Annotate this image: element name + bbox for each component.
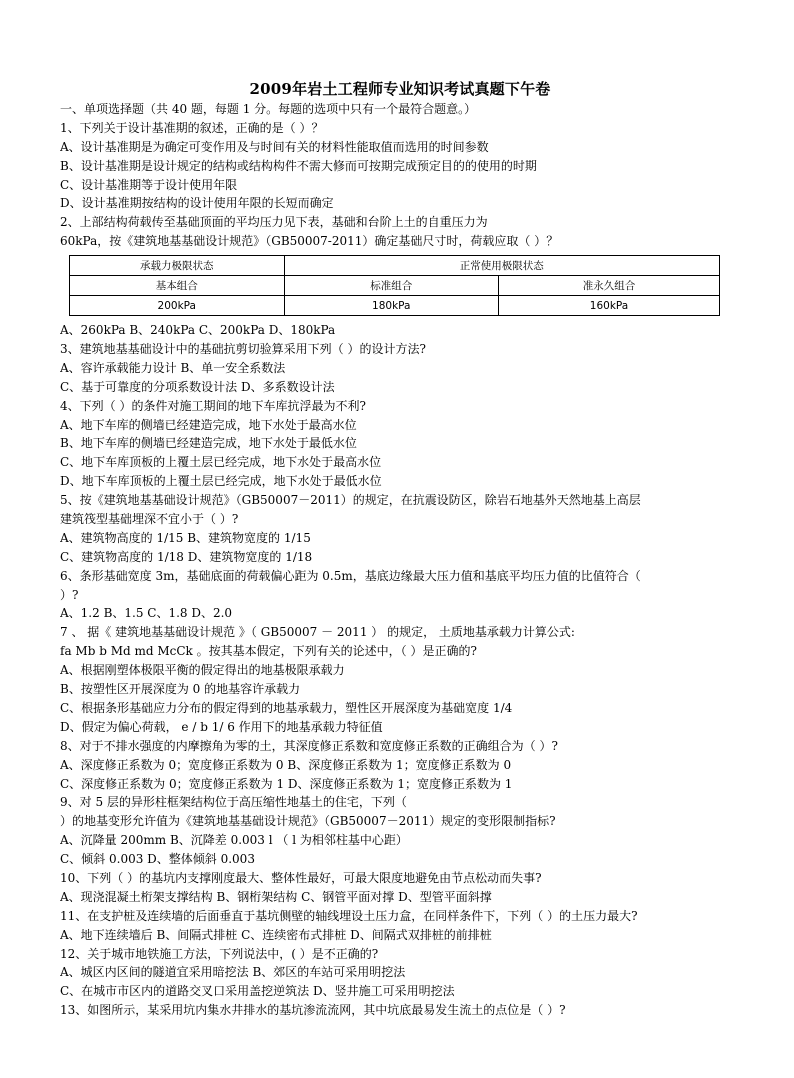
text-line: A、城区内区间的隧道宜采用暗挖法 B、郊区的车站可采用明挖法 bbox=[60, 965, 406, 980]
text-line: C、根据条形基础应力分布的假定得到的地基承载力，塑性区开展深度为基础宽度 1/4 bbox=[60, 700, 513, 715]
text-line: C、基于可靠度的分项系数设计法 D、多系数设计法 bbox=[60, 379, 335, 394]
text-line: A、沉降量 200mm B、沉降差 0.003 l （ l 为相邻柱基中心距） bbox=[60, 833, 408, 848]
text-line: A、260kPa B、240kPa C、200kPa D、180kPa bbox=[60, 323, 336, 338]
questions-block-1 bbox=[60, 119, 740, 251]
text-line: 3、建筑地基基础设计中的基础抗剪切验算采用下列（ ）的设计方法? bbox=[60, 342, 426, 357]
text-line: D、假定为偏心荷载， e / b 1/ 6 作用下的地基承载力特征值 bbox=[60, 719, 383, 734]
text-line: 2、上部结构荷载传至基础顶面的平均压力见下表，基础和台阶上土的自重压力为 bbox=[60, 215, 488, 230]
text-line: A、深度修正系数为 0；宽度修正系数为 0 B、深度修正系数为 1；宽度修正系数为 0 bbox=[60, 757, 512, 772]
text-line: C、建筑物高度的 1/18 D、建筑物宽度的 1/18 bbox=[60, 549, 313, 564]
table-row bbox=[70, 256, 720, 276]
text-line: A、根据刚塑体极限平衡的假定得出的地基极限承载力 bbox=[60, 663, 345, 678]
text-line: 5、按《建筑地基基础设计规范》（GB50007－2011）的规定，在抗震设防区，除岩石地基外天然地基上高层 bbox=[60, 493, 641, 508]
load-table bbox=[69, 255, 720, 316]
document-page bbox=[60, 78, 740, 1020]
questions-block-2 bbox=[60, 321, 740, 1020]
text-line: C、深度修正系数为 0；宽度修正系数为 1 D、深度修正系数为 1；宽度修正系数为 1 bbox=[60, 776, 513, 791]
table-cell: 160kPa bbox=[499, 296, 720, 316]
text-line: A、地下车库的侧墙已经建造完成，地下水处于最高水位 bbox=[60, 417, 357, 432]
text-line: C、在城市市区内的道路交叉口采用盖挖逆筑法 D、竖井施工可采用明挖法 bbox=[60, 984, 455, 999]
text-line: A、现浇混凝土桁架支撑结构 B、钢桁架结构 C、钢管平面对撑 D、型管平面斜撑 bbox=[60, 889, 492, 904]
text-line: A、地下连续墙后 B、间隔式排桩 C、连续密布式排桩 D、间隔式双排桩的前排桩 bbox=[60, 927, 492, 942]
page-title: 2009年岩土工程师专业知识考试真题下午卷 bbox=[249, 80, 551, 98]
text-line: B、按塑性区开展深度为 0 的地基容许承载力 bbox=[60, 682, 301, 697]
text-line: 4、下列（ ）的条件对施工期间的地下车库抗浮最为不利? bbox=[60, 398, 366, 413]
text-line: A、容许承载能力设计 B、单一安全系数法 bbox=[60, 360, 286, 375]
text-line: 8、对于不排水强度的内摩擦角为零的土，其深度修正系数和宽度修正系数的正确组合为（ ）? bbox=[60, 738, 558, 753]
text-line: 1、下列关于设计基准期的叙述，正确的是（ ）？ bbox=[60, 120, 324, 135]
table-cell: 准永久组合 bbox=[499, 276, 720, 296]
text-line: 9、对 5 层的异形柱框架结构位于高压缩性地基土的住宅，下列（ bbox=[60, 795, 407, 810]
text-line: 建筑筏型基础埋深不宜小于（ ）? bbox=[60, 512, 239, 527]
table-header-ultimate: 承载力极限状态 bbox=[70, 256, 285, 276]
table-cell: 标准组合 bbox=[284, 276, 499, 296]
text-line: 60kPa，按《建筑地基基础设计规范》（GB50007-2011）确定基础尺寸时，荷载应取（ ）？ bbox=[60, 234, 559, 249]
text-line: A、建筑物高度的 1/15 B、建筑物宽度的 1/15 bbox=[60, 530, 311, 545]
text-line: A、设计基准期是为确定可变作用及与时间有关的材料性能取值而选用的时间参数 bbox=[60, 139, 489, 154]
text-line: 10、下列（ ）的基坑内支撑刚度最大、整体性最好，可最大限度地避免由节点松动而失事? bbox=[60, 870, 542, 885]
text-line: 13、如图所示，某采用坑内集水井排水的基坑渗流流网，其中坑底最易发生流土的点位是（ ）? bbox=[60, 1003, 566, 1018]
text-line: C、倾斜 0.003 D、整体倾斜 0.003 bbox=[60, 852, 255, 867]
section-heading: 一、单项选择题（共 40 题，每题 1 分。每题的选项中只有一个最符合题意。） bbox=[60, 102, 477, 116]
text-line: C、地下车库顶板的上覆土层已经完成，地下水处于最高水位 bbox=[60, 455, 382, 470]
text-line: 11、在支护桩及连续墙的后面垂直于基坑侧壁的轴线埋设土压力盒，在同样条件下，下列（ ）的土压力最大? bbox=[60, 908, 638, 923]
text-line: D、设计基准期按结构的设计使用年限的长短而确定 bbox=[60, 196, 334, 211]
table-row bbox=[70, 296, 720, 316]
table-cell: 基本组合 bbox=[70, 276, 285, 296]
text-line: D、地下车库顶板的上覆土层已经完成，地下水处于最低水位 bbox=[60, 474, 382, 489]
text-line: ）? bbox=[60, 587, 79, 602]
text-line: C、设计基准期等于设计使用年限 bbox=[60, 177, 238, 192]
text-line: B、设计基准期是设计规定的结构或结构构件不需大修而可按期完成预定目的的使用的时期 bbox=[60, 158, 537, 173]
text-line: fa Mb b Md md McCk 。按其基本假定，下列有关的论述中，（ ）是正确的? bbox=[60, 644, 477, 659]
text-line: ）的地基变形允许值为《建筑地基基础设计规范》（GB50007－2011）规定的变形限制指标? bbox=[60, 814, 556, 829]
table-cell: 200kPa bbox=[70, 296, 285, 316]
text-line: 12、关于城市地铁施工方法，下列说法中，( ）是不正确的? bbox=[60, 946, 379, 961]
text-line: A、1.2 B、1.5 C、1.8 D、2.0 bbox=[60, 606, 233, 621]
text-line: B、地下车库的侧墙已经建造完成，地下水处于最低水位 bbox=[60, 436, 357, 451]
table-row bbox=[70, 276, 720, 296]
text-line: 7 、 据《 建筑地基基础设计规范 》（ GB50007 － 2011 ） 的规定， 土质地基承载力计算公式: bbox=[60, 625, 575, 640]
table-cell: 180kPa bbox=[284, 296, 499, 316]
text-line: 6、条形基础宽度 3m，基础底面的荷载偏心距为 0.5m，基底边缘最大压力值和基底平均压力值的比值符合（ bbox=[60, 568, 641, 583]
table-header-serviceability: 正常使用极限状态 bbox=[284, 256, 720, 276]
